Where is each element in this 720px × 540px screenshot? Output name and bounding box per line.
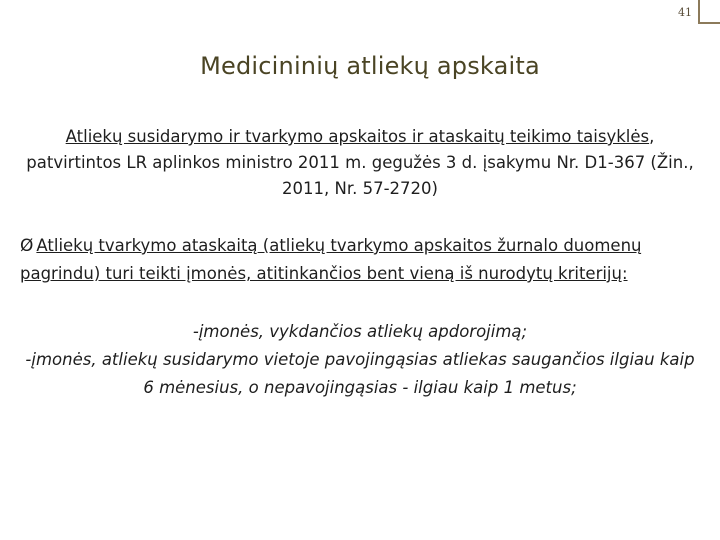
bullet-emphasis: Atliekų tvarkymo ataskaitą <box>36 236 258 255</box>
header-divider-horizontal <box>700 22 720 24</box>
bullet-text: (atliekų tvarkymo apskaitos žurnalo duomenų pagrindu) turi teikti įmonės, atitinkančios bent vieną iš nurodytų kriterijų: <box>20 236 642 283</box>
criteria-list <box>20 318 700 402</box>
regulation-title: Atliekų susidarymo ir tvarkymo apskaitos ir ataskaitų teikimo taisyklės <box>65 127 650 146</box>
criterion-item: -įmonės, atliekų susidarymo vietoje pavojingąsias atliekas saugančios ilgiau kaip 6 mėnesius, o nepavojingąsias - ilgiau kaip 1 metus; <box>25 350 695 397</box>
arrow-bullet-icon: Ø <box>20 236 34 256</box>
regulation-details: , patvirtintos LR aplinkos ministro 2011 m. gegužės 3 d. įsakymu Nr. D1-367 (Žin., 2011, Nr. 57-2720) <box>26 127 694 198</box>
bullet-item <box>20 232 704 288</box>
slide-number: 41 <box>678 6 692 19</box>
intro-paragraph <box>20 124 700 202</box>
header-divider-vertical <box>698 0 700 24</box>
slide-title: Medicininių atliekų apskaita <box>200 52 540 80</box>
criterion-item: -įmonės, vykdančios atliekų apdorojimą; <box>192 322 528 341</box>
